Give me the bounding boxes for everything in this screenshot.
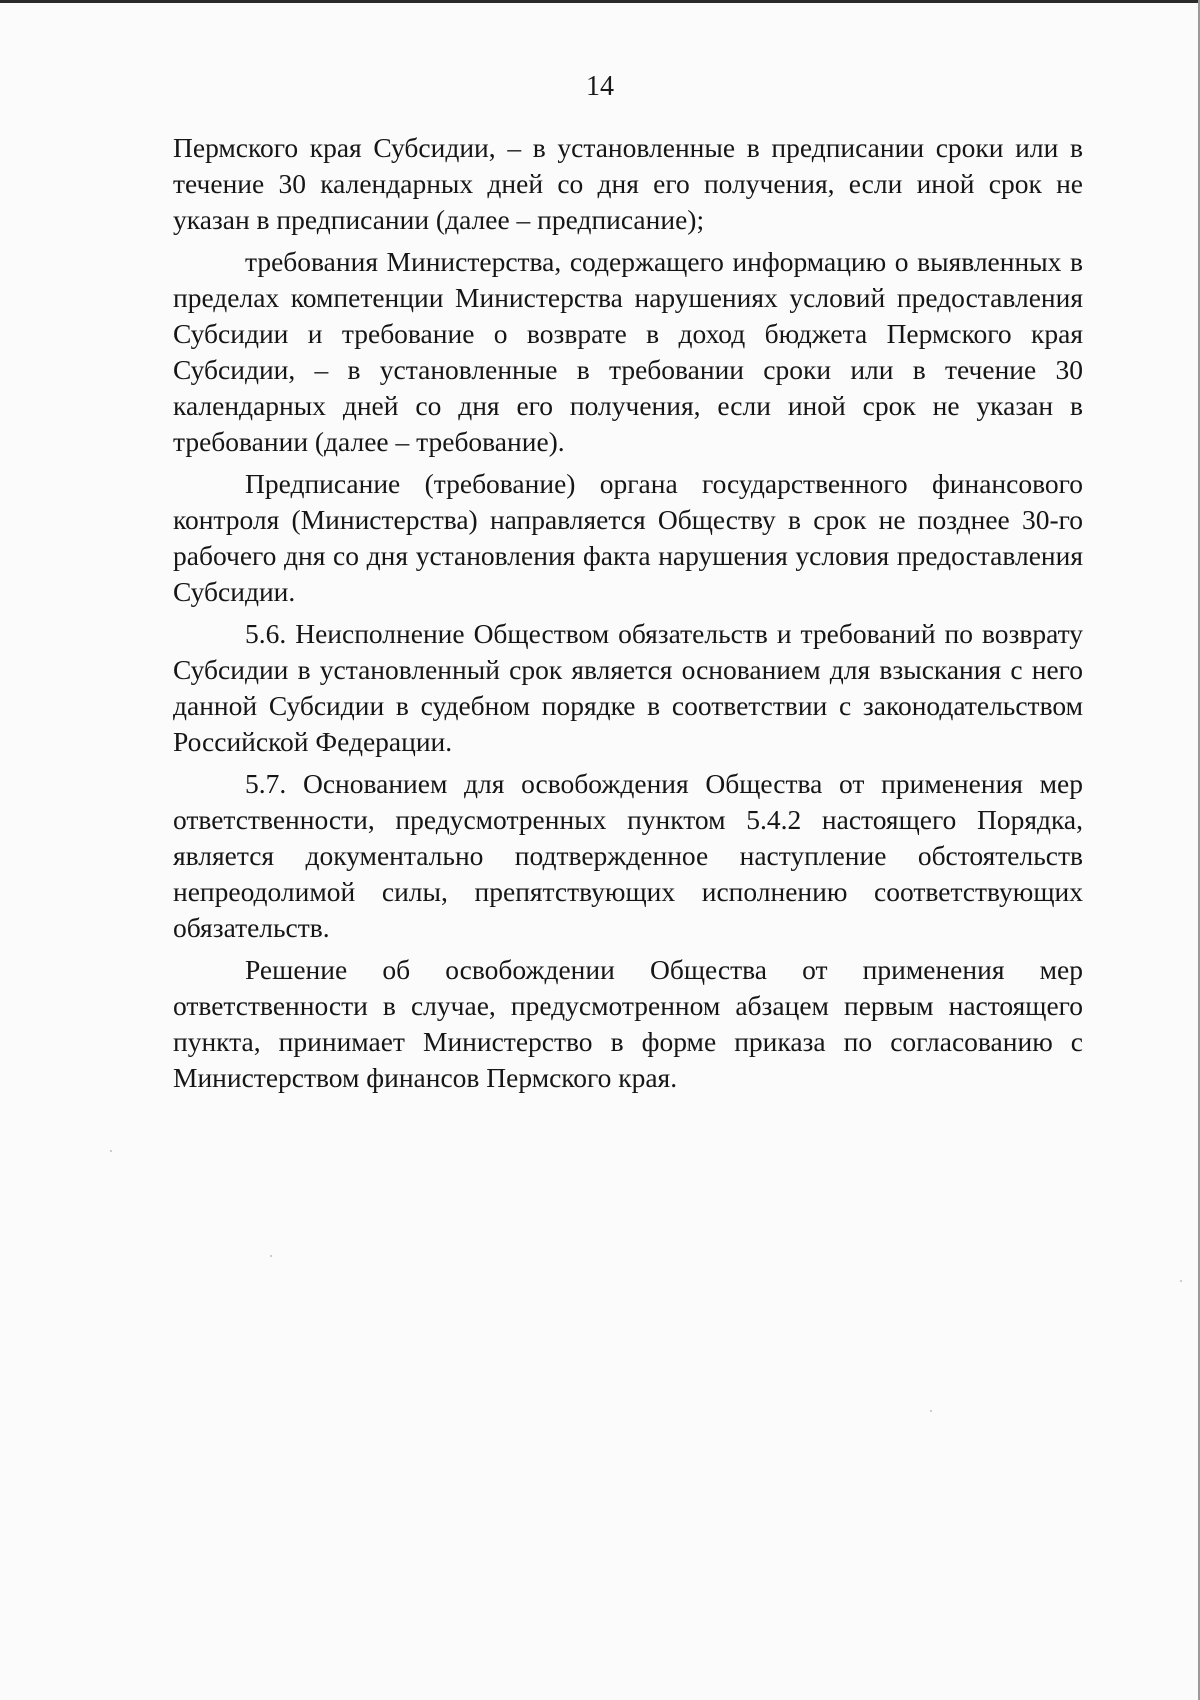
paragraph-2: требования Министерства, содержащего информацию о выявленных в пределах компетенции Министерства нарушениях условий предоставления Субсидии и требование о возврате в доход бюджета Пермского края Субсидии, – в установленные в требовании сроки или в течение 30 календарных дней со дня его получения, если иной срок не указан в требовании (далее – требование). [173,246,1083,457]
scan-speck [270,1255,272,1257]
scan-speck [110,1150,112,1152]
scan-speck [930,1410,932,1412]
paragraph-4: 5.6. Неисполнение Обществом обязательств и требований по возврату Субсидии в установленный срок является основанием для взыскания с него данной Субсидии в судебном порядке в соответствии с законодательством Российской Федерации. [173,618,1083,757]
paragraph-6: Решение об освобождении Общества от применения мер ответственности в случае, предусмотренном абзацем первым настоящего пункта, принимает Министерство в форме приказа по согласованию с Министерством финансов Пермского края. [173,954,1083,1093]
scan-speck [1180,1280,1182,1282]
page-number: 14 [586,71,614,102]
scan-top-edge [0,0,1200,3]
paragraph-1: Пермского края Субсидии, – в установленные в предписании сроки или в течение 30 календарных дней со дня его получения, если иной срок не указан в предписании (далее – предписание); [173,132,1083,235]
paragraph-3: Предписание (требование) органа государственного финансового контроля (Министерства) направляется Обществу в срок не позднее 30-го рабочего дня со дня установления факта нарушения условия предоставления Субсидии. [173,468,1083,607]
document-body [173,130,1083,1096]
paragraph-5: 5.7. Основанием для освобождения Общества от применения мер ответственности, предусмотренных пунктом 5.4.2 настоящего Порядка, является документально подтвержденное наступление обстоятельств непреодолимой силы, препятствующих исполнению соответствующих обязательств. [173,768,1083,943]
